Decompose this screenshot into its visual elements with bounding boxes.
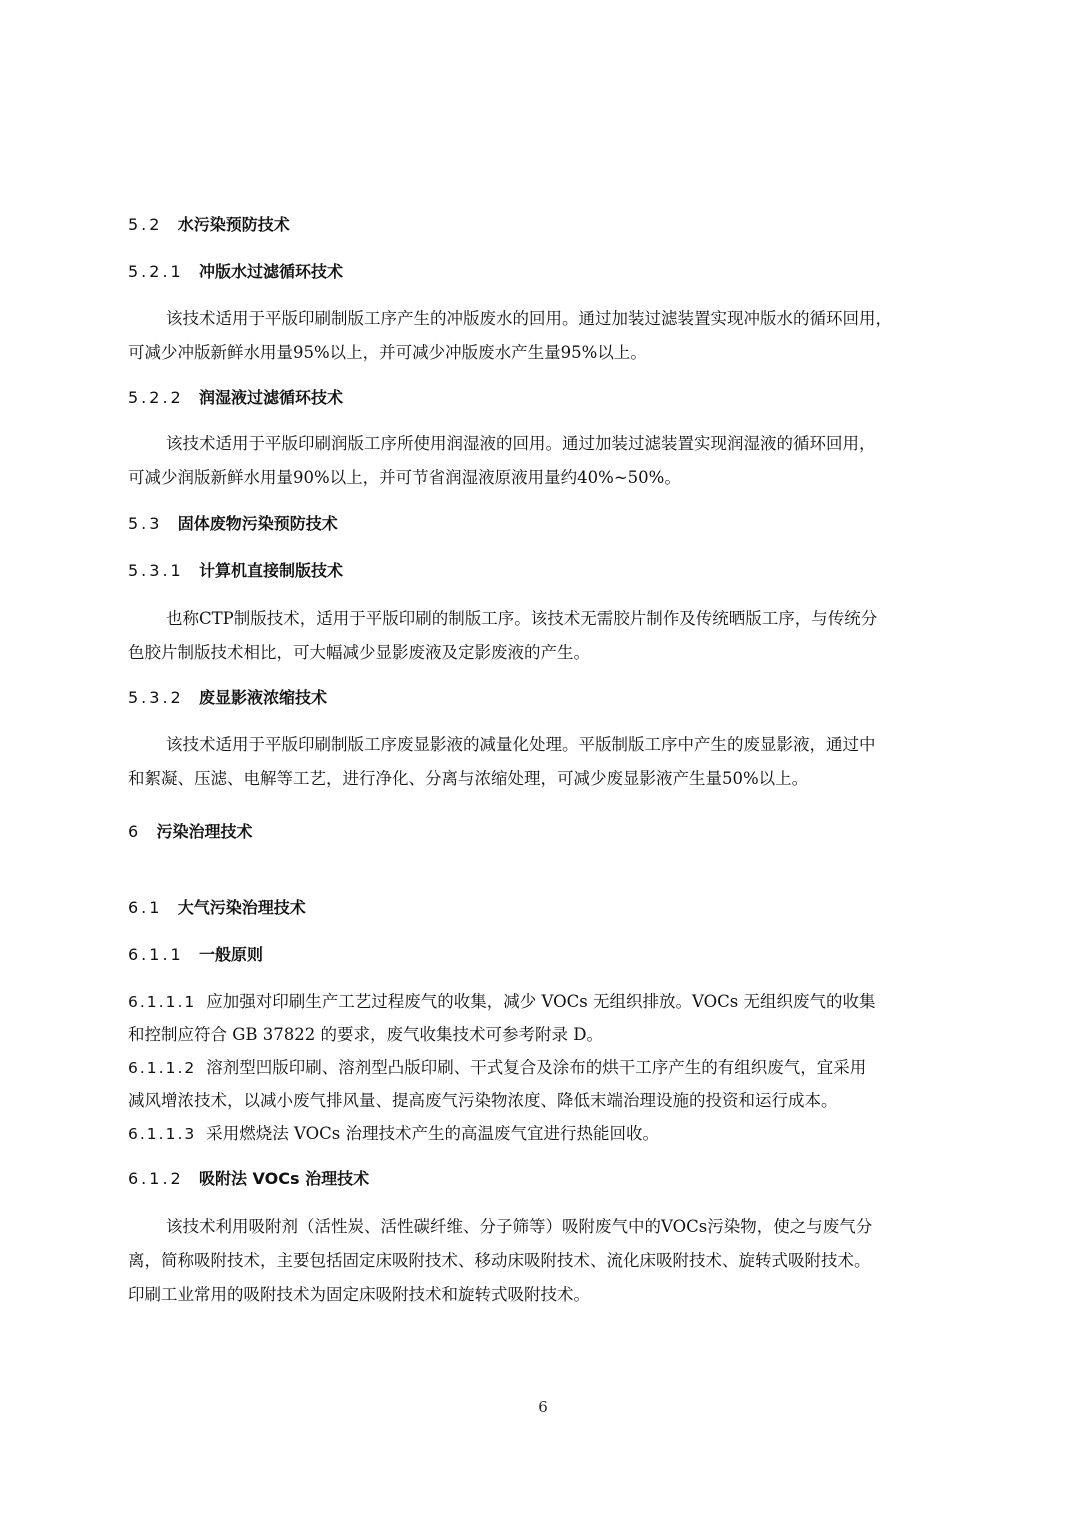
heading-number: 5.3.2 xyxy=(128,688,184,707)
heading-5-2 xyxy=(128,214,290,236)
paragraph-line: 可减少冲版新鲜水用量95%以上，并可减少冲版废水产生量95%以上。 xyxy=(128,343,647,362)
heading-number: 5.3.1 xyxy=(128,561,184,580)
heading-title: 废显影液浓缩技术 xyxy=(198,688,327,707)
paragraph-5-2-1 xyxy=(128,302,976,370)
heading-number: 6.1 xyxy=(128,898,163,917)
heading-number: 5.3 xyxy=(128,514,163,533)
clause-number: 6.1.1.1 xyxy=(128,993,197,1011)
clause-line xyxy=(128,1051,976,1084)
heading-5-2-2 xyxy=(128,387,343,409)
clause-6-1-1-2 xyxy=(128,1051,976,1117)
paragraph-5-3-1 xyxy=(128,602,976,670)
clause-text: 溶剂型凹版印刷、溶剂型凸版印刷、干式复合及涂布的烘干工序产生的有组织废气，宜采用 xyxy=(206,1058,867,1077)
heading-title: 水污染预防技术 xyxy=(177,215,290,234)
heading-6-1-1 xyxy=(128,944,263,966)
heading-number: 5.2 xyxy=(128,215,163,234)
paragraph-5-3-2 xyxy=(128,728,976,796)
clause-text: 应加强对印刷生产工艺过程废气的收集，减少 VOCs 无组织排放。VOCs 无组织废气的收集 xyxy=(206,992,876,1011)
page-number: 6 xyxy=(538,1398,548,1416)
heading-5-3-1 xyxy=(128,560,343,582)
paragraph-line: 印刷工业常用的吸附技术为固定床吸附技术和旋转式吸附技术。 xyxy=(128,1285,590,1304)
heading-number: 5.2.1 xyxy=(128,262,184,281)
heading-title: 大气污染治理技术 xyxy=(177,898,306,917)
paragraph-line: 也称CTP制版技术，适用于平版印刷的制版工序。该技术无需胶片制作及传统晒版工序，与传统分 xyxy=(166,609,878,628)
clause-line xyxy=(128,985,976,1018)
paragraph-line: 色胶片制版技术相比，可大幅减少显影废液及定影废液的产生。 xyxy=(128,643,590,662)
heading-6 xyxy=(128,821,252,843)
heading-5-3-2 xyxy=(128,687,327,709)
heading-title: 污染治理技术 xyxy=(156,822,253,841)
clause-text: 采用燃烧法 VOCs 治理技术产生的高温废气宜进行热能回收。 xyxy=(206,1124,659,1143)
heading-6-1 xyxy=(128,897,306,919)
heading-number: 6.1.2 xyxy=(128,1169,184,1188)
heading-number: 6.1.1 xyxy=(128,945,184,964)
heading-5-2-1 xyxy=(128,261,343,283)
heading-title: 固体废物污染预防技术 xyxy=(177,514,338,533)
heading-number: 6 xyxy=(128,822,142,841)
clause-6-1-1-3 xyxy=(128,1117,976,1150)
clause-6-1-1-1 xyxy=(128,985,976,1051)
heading-title: 计算机直接制版技术 xyxy=(198,561,343,580)
paragraph-line: 该技术适用于平版印刷润版工序所使用润湿液的回用。通过加装过滤装置实现润湿液的循环回用， xyxy=(166,434,876,453)
paragraph-line: 离，简称吸附技术，主要包括固定床吸附技术、移动床吸附技术、流化床吸附技术、旋转式吸附技术。 xyxy=(128,1251,871,1270)
paragraph-5-2-2 xyxy=(128,427,976,495)
paragraph-line: 可减少润版新鲜水用量90%以上，并可节省润湿液原液用量约40%~50%。 xyxy=(128,468,681,487)
clause-line: 和控制应符合 GB 37822 的要求，废气收集技术可参考附录 D。 xyxy=(128,1025,604,1044)
paragraph-line: 该技术利用吸附剂（活性炭、活性碳纤维、分子筛等）吸附废气中的VOCs污染物，使之与废气分 xyxy=(166,1217,873,1236)
paragraph-line: 该技术适用于平版印刷制版工序废显影液的减量化处理。平版制版工序中产生的废显影液，通过中 xyxy=(166,735,876,754)
heading-title: 冲版水过滤循环技术 xyxy=(198,262,343,281)
clause-line xyxy=(128,1117,976,1150)
heading-title: 一般原则 xyxy=(198,945,263,964)
clause-number: 6.1.1.2 xyxy=(128,1059,197,1077)
heading-5-3 xyxy=(128,513,338,535)
clause-line: 减风增浓技术，以减小废气排风量、提高废气污染物浓度、降低末端治理设施的投资和运行成本。 xyxy=(128,1091,838,1110)
clause-number: 6.1.1.3 xyxy=(128,1125,197,1143)
heading-title: 润湿液过滤循环技术 xyxy=(198,388,343,407)
heading-title: 吸附法 VOCs 治理技术 xyxy=(198,1169,370,1188)
heading-6-1-2 xyxy=(128,1168,369,1190)
paragraph-line: 该技术适用于平版印刷制版工序产生的冲版废水的回用。通过加装过滤装置实现冲版水的循环回用， xyxy=(166,309,892,328)
paragraph-6-1-2 xyxy=(128,1210,976,1312)
paragraph-line: 和絮凝、压滤、电解等工艺，进行净化、分离与浓缩处理，可减少废显影液产生量50%以上。 xyxy=(128,769,809,788)
heading-number: 5.2.2 xyxy=(128,388,184,407)
